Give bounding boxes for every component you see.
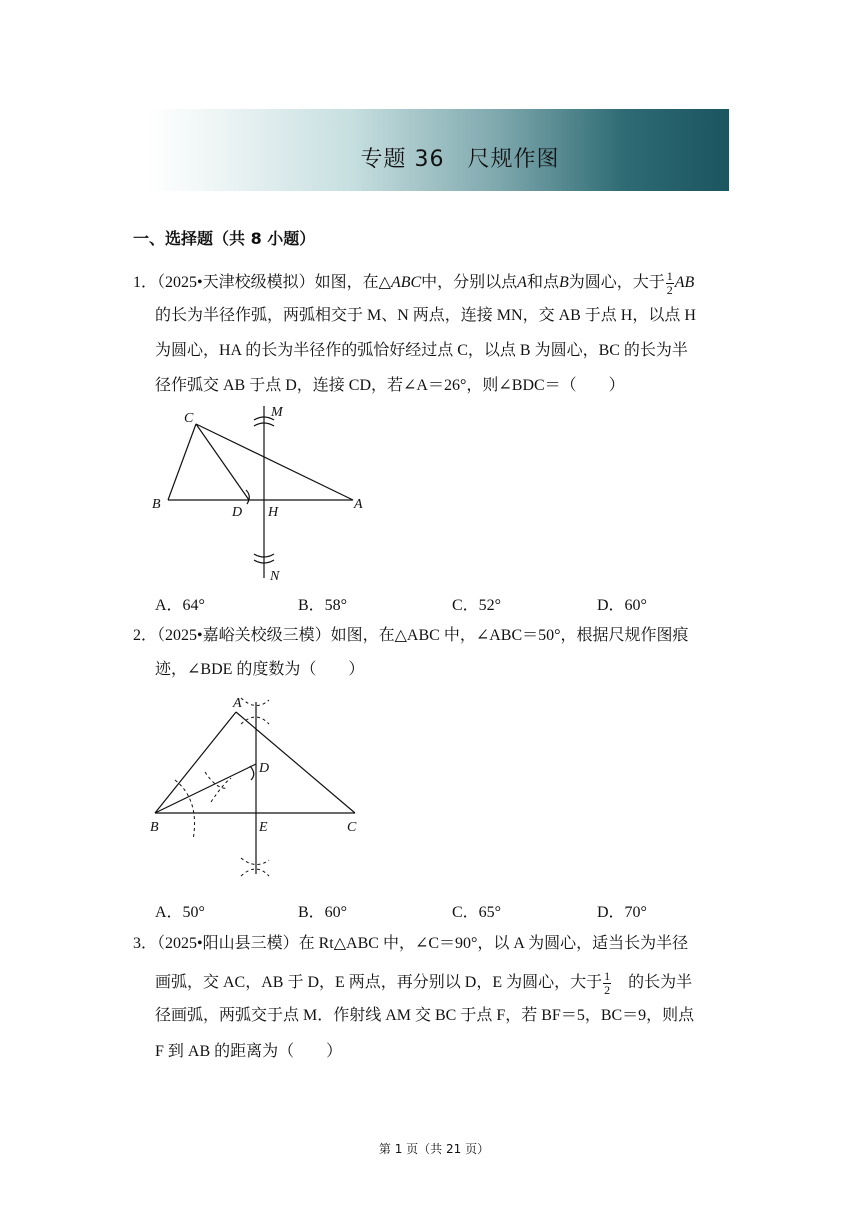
question-number: 1． bbox=[133, 274, 158, 292]
section-heading: 一、选择题（共 8 小题） bbox=[133, 229, 316, 248]
question-3-line-3: 径画弧，两弧交于点 M．作射线 AM 交 BC 于点 F，若 BF＝5，BC＝9，则点 bbox=[155, 1007, 695, 1024]
question-number: 2． bbox=[133, 627, 158, 644]
label-B: B bbox=[152, 497, 161, 512]
q2-option-d[interactable]: D．70° bbox=[597, 904, 647, 921]
question-source: （2025•天津校级模拟） bbox=[157, 274, 315, 292]
q1-option-b[interactable]: B．58° bbox=[298, 597, 348, 614]
label-E: E bbox=[259, 820, 268, 835]
q2-option-c[interactable]: C．65° bbox=[452, 904, 502, 921]
label-N: N bbox=[270, 569, 280, 584]
q2-option-b[interactable]: B．60° bbox=[298, 904, 348, 921]
figure-2-triangle bbox=[145, 690, 375, 890]
label-D: D bbox=[232, 505, 243, 520]
question-2-line-1: 2．（2025•嘉峪关校级三模）如图，在△ABC 中，∠ABC＝50°，根据尺规作图痕 bbox=[133, 627, 689, 644]
question-source: （2025•阳山县三模） bbox=[157, 935, 299, 952]
q1-option-c[interactable]: C．52° bbox=[452, 597, 502, 614]
question-1-line-2: 的长为半径作弧，两弧相交于 M、N 两点，连接 MN，交 AB 于点 H，以点 H bbox=[155, 307, 696, 324]
q1-option-a[interactable]: A．64° bbox=[155, 597, 205, 614]
title-banner bbox=[147, 109, 729, 191]
question-3-line-4: F 到 AB 的距离为（ ） bbox=[155, 1043, 343, 1060]
label-H: H bbox=[268, 505, 279, 520]
label-B: B bbox=[150, 820, 159, 835]
figure-1-triangle bbox=[150, 400, 380, 590]
label-C: C bbox=[184, 411, 194, 426]
q2-option-a[interactable]: A．50° bbox=[155, 904, 205, 921]
question-number: 3． bbox=[133, 935, 158, 952]
label-A: A bbox=[354, 497, 363, 512]
question-1-line-4: 径作弧交 AB 于点 D，连接 CD，若∠A＝26°，则∠BDC＝（ ） bbox=[155, 377, 625, 394]
question-1-line-1: 1．（2025•天津校级模拟）如图，在△ABC中，分别以点A和点B为圆心，大于 $\frac{1}{2}$ AB bbox=[133, 269, 695, 297]
label-C: C bbox=[347, 820, 357, 835]
label-A: A bbox=[233, 696, 242, 711]
question-1-line-3: 为圆心，HA 的长为半径作的弧恰好经过点 C，以点 B 为圆心，BC 的长为半 bbox=[155, 342, 688, 359]
question-2-line-2: 迹，∠BDE 的度数为（ ） bbox=[155, 661, 365, 678]
fraction-one-half: $\frac{1}{2}$ bbox=[604, 969, 611, 997]
question-3-line-2: 画弧，交 AC，AB 于 D，E 两点，再分别以 D，E 为圆心，大于 $\frac{1}{2}$ 的长为半 bbox=[155, 969, 693, 997]
label-D: D bbox=[259, 761, 270, 776]
question-3-line-1: 3．（2025•阳山县三模）在 Rt△ABC 中，∠C＝90°，以 A 为圆心，适当长为半径 bbox=[133, 935, 689, 952]
q1-option-d[interactable]: D．60° bbox=[597, 597, 647, 614]
question-source: （2025•嘉峪关校级三模） bbox=[157, 627, 331, 644]
label-M: M bbox=[271, 405, 283, 420]
fraction-one-half: $\frac{1}{2}$ bbox=[666, 269, 673, 297]
page-title: 专题 36 尺规作图 bbox=[360, 147, 560, 172]
page-footer: 第 1 页（共 21 页） bbox=[378, 1142, 490, 1156]
